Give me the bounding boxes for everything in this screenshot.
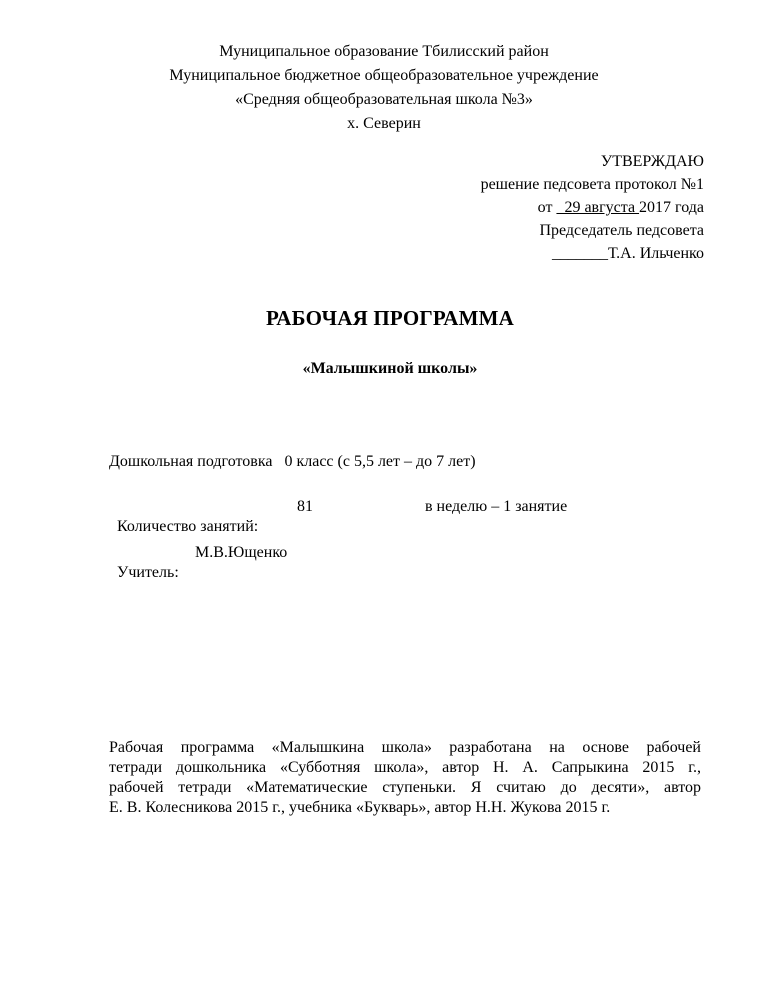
teacher-label: Учитель: [117,564,179,581]
approval-date-suffix: 2017 года [639,199,704,216]
approval-block [481,150,704,265]
location-line: х. Северин [347,115,421,132]
institution-type-line: Муниципальное бюджетное общеобразовательное учреждение [169,67,599,84]
lessons-value: 81 [297,498,313,515]
approval-date-underlined: 29 августа [556,199,640,216]
teacher-line [109,543,288,603]
teacher-name: М.В.Ющенко [195,544,288,561]
document-title: РАБОЧАЯ ПРОГРАММА [265,306,515,330]
approval-signature [481,242,704,265]
municipality-line: Муниципальное образование Тбилисский район [219,43,549,60]
approval-protocol: решение педсовета протокол №1 [480,176,704,193]
institution-header [0,40,768,136]
lessons-label: Количество занятий: [117,518,259,535]
approval-date-prefix: от [537,199,557,216]
signature-blank: _______ [551,245,608,262]
description-line: тетради дошкольника «Субботняя школа», автор Н. А. Сапрыкина 2015 г., [109,759,701,776]
document-subtitle: «Малышкиной школы» [302,360,478,377]
lessons-frequency: в неделю – 1 занятие [425,498,568,515]
approval-chair: Председатель педсовета [539,222,704,239]
approval-title: УТВЕРЖДАЮ [600,153,704,170]
signature-name: Т.А. Ильченко [607,245,704,262]
level-line: Дошкольная подготовка 0 класс (с 5,5 лет – до 7 лет) [109,453,476,470]
school-name-line: «Средняя общеобразовательная школа №3» [235,91,533,108]
approval-date [481,196,704,219]
description-line: Рабочая программа «Малышкина школа» разработана на основе рабочей [109,739,701,756]
program-description [109,738,701,818]
description-line: Е. В. Колесникова 2015 г., учебника «Букварь», автор Н.Н. Жукова 2015 г. [109,799,611,816]
description-line: рабочей тетради «Математические ступеньки. Я считаю до десяти», автор [109,779,701,796]
